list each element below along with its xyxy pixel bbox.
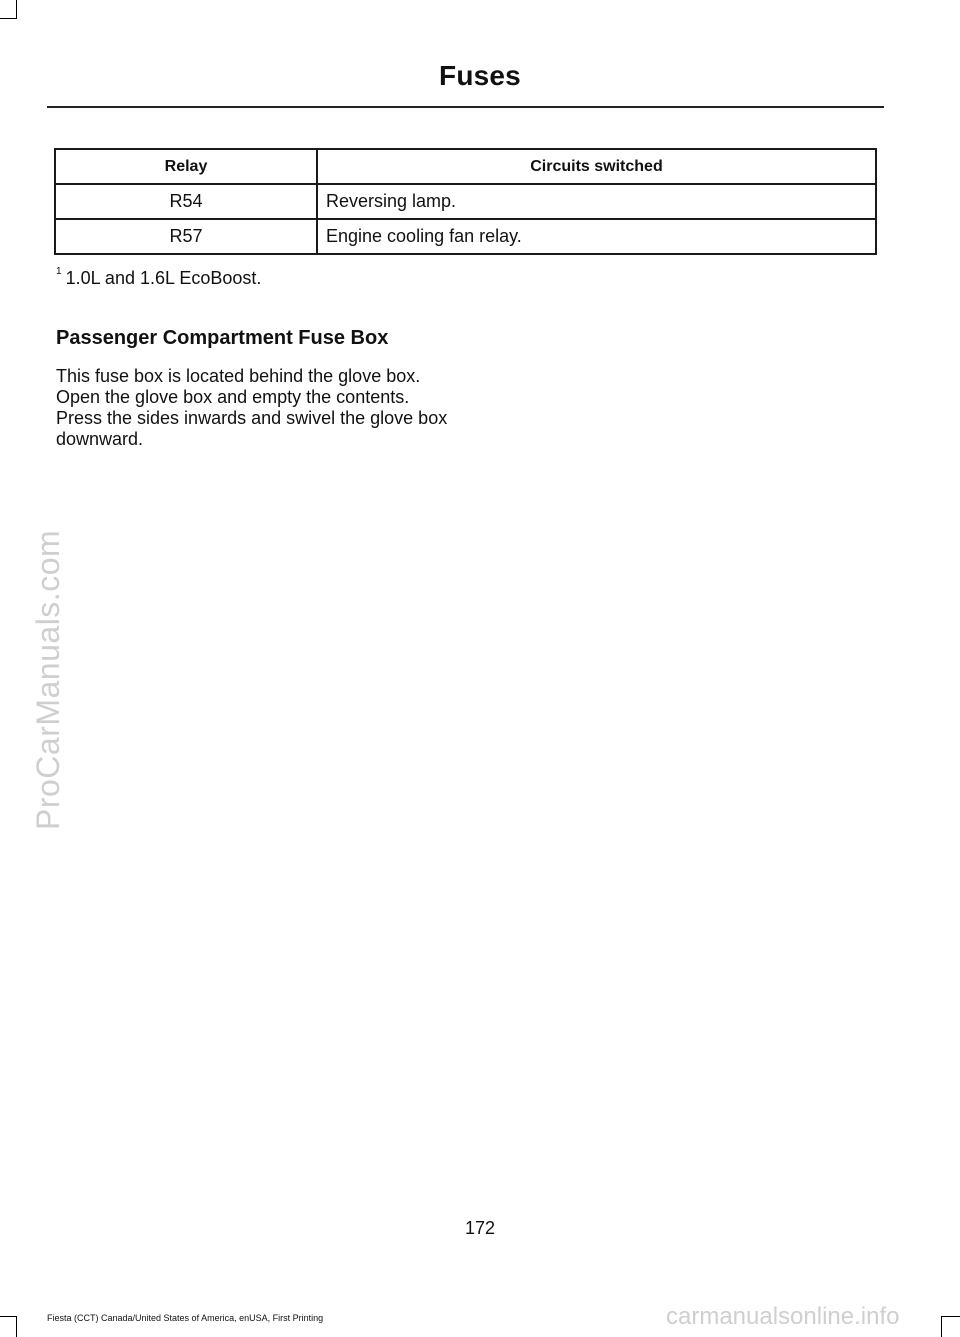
footnote-marker: 1 — [56, 266, 62, 277]
relay-cell: R57 — [55, 219, 317, 254]
crop-mark-top-left-vertical — [16, 0, 17, 18]
footnote-text: 1.0L and 1.6L EcoBoost. — [65, 268, 262, 288]
title-divider — [47, 106, 884, 108]
crop-mark-top-left-horizontal — [0, 18, 17, 19]
page-number: 172 — [464, 1218, 496, 1238]
relay-cell: R54 — [55, 184, 317, 219]
section-body-text: This fuse box is located behind the glove box. Open the glove box and empty the contents. Press the sides inwards and swivel the glove box downward. — [56, 366, 448, 449]
circuit-cell: Engine cooling fan relay. — [317, 219, 876, 254]
page-title: Fuses — [439, 60, 521, 91]
crop-mark-bottom-left-horizontal — [0, 1316, 17, 1317]
table-row — [55, 219, 876, 254]
table-row — [55, 184, 876, 219]
section-heading: Passenger Compartment Fuse Box — [56, 327, 389, 349]
corner-watermark: carmanualsonline.info — [666, 1303, 900, 1330]
circuit-cell: Reversing lamp. — [317, 184, 876, 219]
crop-mark-bottom-right-horizontal — [941, 1316, 960, 1317]
column-header-relay: Relay — [55, 149, 317, 184]
crop-mark-bottom-left-vertical — [16, 1316, 17, 1337]
table-header-row — [55, 149, 876, 184]
table-footnote — [56, 268, 261, 289]
column-header-circuits-switched: Circuits switched — [317, 149, 876, 184]
edition-footer: Fiesta (CCT) Canada/United States of America, enUSA, First Printing — [47, 1313, 324, 1323]
side-watermark: ProCarManuals.com — [30, 529, 66, 830]
crop-mark-bottom-right-vertical — [941, 1316, 942, 1337]
relay-table — [54, 148, 877, 255]
